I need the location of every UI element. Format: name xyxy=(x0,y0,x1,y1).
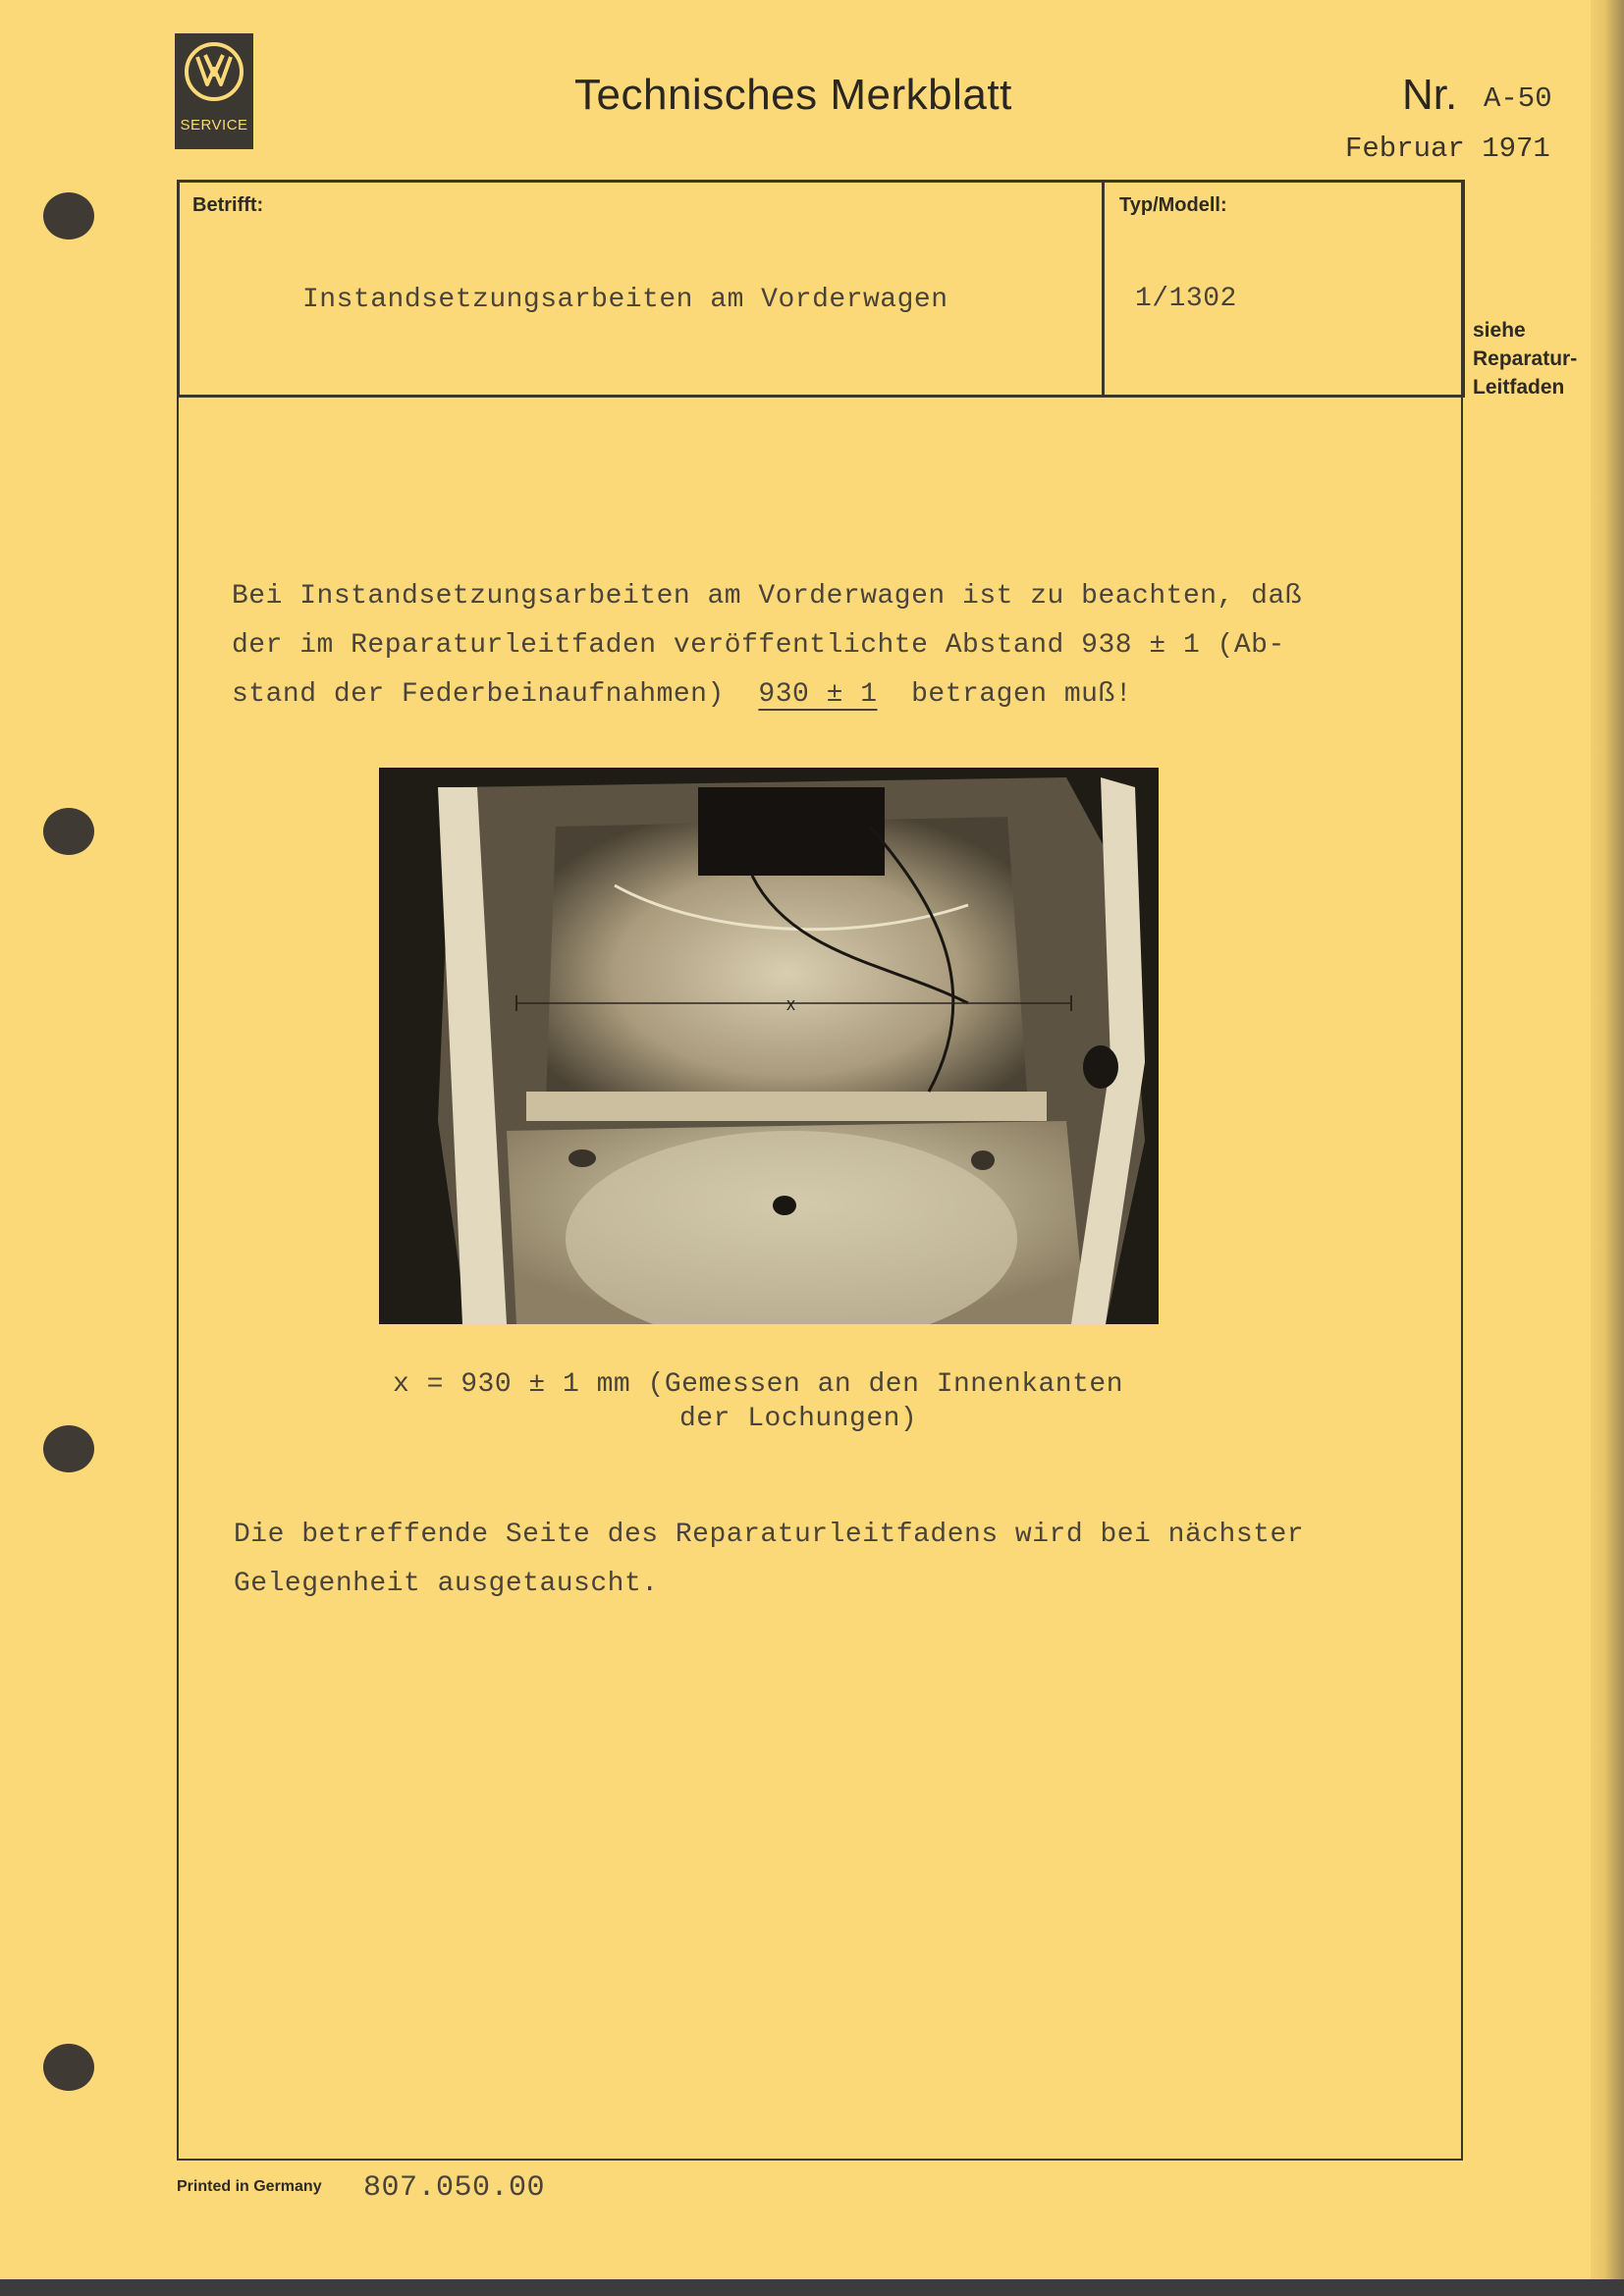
front-body-photo xyxy=(379,768,1159,1324)
side-note-line: Reparatur- xyxy=(1473,347,1578,370)
measurement-marker: x xyxy=(786,994,795,1014)
paragraph-line: Bei Instandsetzungsarbeiten am Vorderwagen ist zu beachten, daß xyxy=(232,581,1303,612)
paragraph-line xyxy=(232,679,1132,710)
subject-value: Instandsetzungsarbeiten am Vorderwagen xyxy=(302,285,948,315)
photo-illustration xyxy=(379,768,1159,1324)
punch-hole xyxy=(43,1425,94,1472)
logo-service-text: SERVICE xyxy=(180,117,248,133)
punch-hole xyxy=(43,2044,94,2091)
document-date: Februar 1971 xyxy=(1345,133,1550,165)
paragraph-line-start: stand der Federbeinaufnahmen) xyxy=(232,679,725,710)
side-note-line: Leitfaden xyxy=(1473,376,1565,399)
photo-caption: x = 930 ± 1 mm (Gemessen an den Innenkanten xyxy=(393,1369,1124,1400)
closing-line: Gelegenheit ausgetauscht. xyxy=(234,1569,659,1599)
model-label: Typ/Modell: xyxy=(1119,194,1227,216)
punch-hole xyxy=(43,808,94,855)
printed-in-label: Printed in Germany xyxy=(177,2178,322,2195)
scan-border xyxy=(0,2279,1624,2296)
punch-hole xyxy=(43,192,94,240)
subject-label: Betrifft: xyxy=(192,194,264,216)
number-label: Nr. xyxy=(1402,71,1458,119)
photo-caption: der Lochungen) xyxy=(679,1404,918,1434)
model-value: 1/1302 xyxy=(1135,284,1237,314)
paragraph-line: der im Reparaturleitfaden veröffentlichte Abstand 938 ± 1 (Ab- xyxy=(232,630,1285,661)
part-number: 807.050.00 xyxy=(363,2171,546,2205)
closing-line: Die betreffende Seite des Reparaturleitfadens wird bei nächster xyxy=(234,1520,1305,1550)
paragraph-line-end: betragen muß! xyxy=(911,679,1133,710)
side-note xyxy=(1473,316,1600,401)
side-note-line: siehe xyxy=(1473,319,1526,342)
vw-emblem-icon xyxy=(184,41,244,102)
distance-value: 930 ± 1 xyxy=(758,679,878,710)
document-title: Technisches Merkblatt xyxy=(574,71,1012,119)
column-divider xyxy=(1102,180,1105,396)
document-number: A-50 xyxy=(1484,82,1552,115)
vw-service-logo xyxy=(175,33,253,149)
